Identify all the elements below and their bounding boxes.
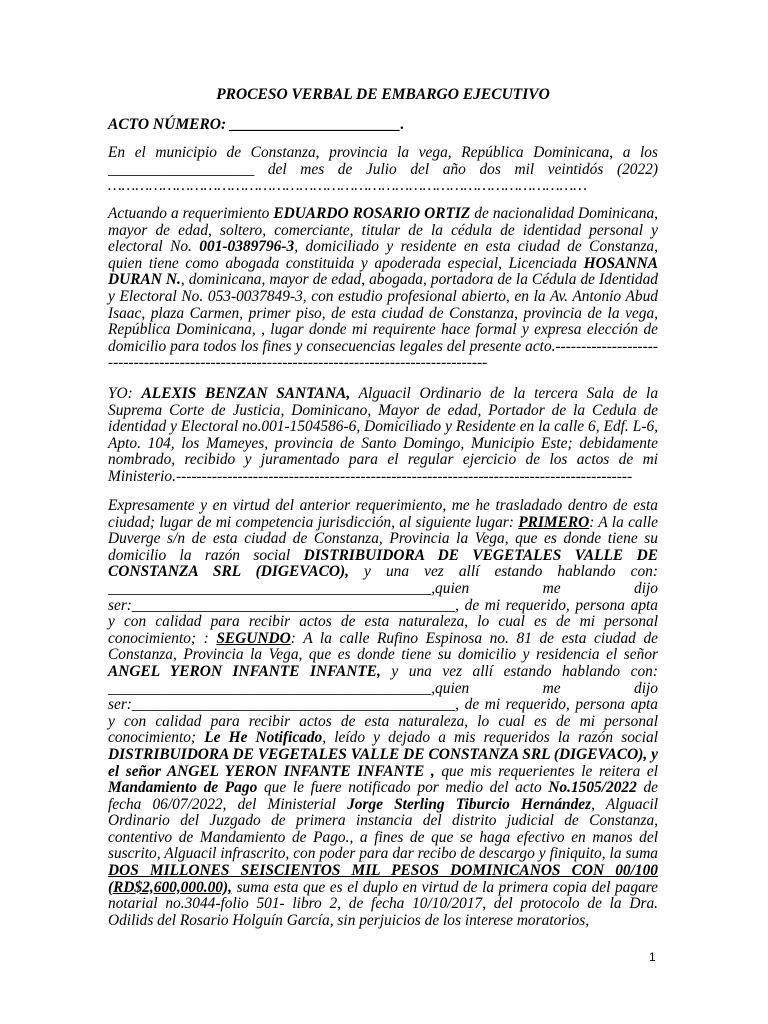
act-number-line: ACTO NÚMERO: ______________________. [108, 116, 405, 133]
lawyer-name: HOSANNA DURAN N. [108, 254, 658, 289]
text-segment: Alguacil Ordinario de la tercera Sala de la Suprema Corte de Justicia, Dominicano, Mayor de edad, Portador de la Cedula de identidad y Electoral no.001-1504586-6, Domiciliado y Residente en la calle 6, Edf. L-6, Apto. 104, los Mameyes, provincia de Santo Domingo, Municipio Este; debidamente nombrado, recibido y juramentado para el regular ejercicio de los actos de mi Ministerio.----------------------------------------------------------------------------------------- [108, 385, 659, 485]
text-segment: y una vez allí estando hablando con: __________________________________________,quien me dijo ser:__________________________________________, de mi requerido, persona apta y con calidad para recibir actos de esta naturaleza, lo cual es de mi personal conocimiento; [108, 662, 658, 747]
company-name: DISTRIBUIDORA DE VEGETALES VALLE DE CONSTANZA SRL (DIGEVACO), [108, 546, 658, 581]
requirer-id-number: 001-0389796-3 [199, 238, 295, 256]
text-segment: , leído y dejado a mis requeridos la razón social [322, 729, 658, 747]
requirer-name: EDUARDO ROSARIO ORTIZ [273, 205, 471, 222]
person-name: ANGEL YERON INFANTE INFANTE, [108, 662, 381, 680]
act-reference: No.1505/2022 [548, 779, 637, 797]
paragraph-notification [108, 498, 658, 929]
first-location-label: PRIMERO [518, 513, 590, 531]
text-segment: suma esta que es el duplo en virtud de la primera copia del pagare notarial no.3044-folio 501- libro 2, de fecha 10/10/2017, del protocolo de la Dra. Odilids del Rosario Holguín García, sin perjuicios de los interese moratorios, [108, 878, 658, 929]
text-segment: que le fuere notificado por medio del acto [257, 779, 549, 797]
text-segment: , domiciliado y residente en esta ciudad de Constanza, quien tiene como abogada constituida y apoderada especial, Licenciada [108, 238, 658, 272]
text-segment: y una vez allí estando hablando con: __________________________________________,quien me dijo ser:__________________________________________, de mi requerido, persona apta y con calidad para recibir actos de esta naturaleza, lo cual es de mi personal conocimiento; : [108, 563, 658, 647]
text-segment: , dominicana, mayor de edad, abogada, portadora de la Cédula de Identidad y Electoral No. 053-0037849-3, con estudio profesional abierto, en la Av. Antonio Abud Isaac, plaza Carmen, primer piso, de esta ciudad de Constanza, provincia de la vega, República Dominicana, , lugar donde mi requirente hace formal y expresa elección de domicilio para todos los fines y consecuencias legales del presente acto.---------------------------------------------------------------------------------------------- [108, 271, 658, 372]
ministerial-name: Jorge Sterling Tiburcio Hernández [347, 795, 592, 813]
second-location-label: SEGUNDO [216, 629, 291, 647]
amount-text: DOS MILLONES SEISCIENTOS MIL PESOS DOMINICANOS CON 00/100 (RD$2,600,000.00), [108, 862, 658, 896]
text-segment: YO: [108, 385, 142, 402]
paragraph-requirement [108, 206, 658, 372]
paragraph-bailiff [108, 386, 658, 486]
text-segment: , Alguacil Ordinario del Juzgado de primera instancia del distrito judicial de Constanza, contentivo de Mandamiento de Pago., a fines de que se haga efectivo en manos del suscrito, Alguacil infrascrito, con poder para dar recibo de descargo y finiquito, la suma [108, 795, 658, 863]
page-number: 1 [649, 950, 656, 964]
paragraph-text: En el municipio de Constanza, provincia la vega, República Dominicana, a los ___________________ del mes de Julio del año dos mil veintidós (2022) …………………………………………………………………………………………… [108, 144, 658, 195]
text-segment: que mis requerientes le reitera el [434, 762, 658, 780]
payment-order-label: Mandamiento de Pago [108, 779, 258, 797]
bailiff-name: ALEXIS BENZAN SANTANA, [141, 385, 351, 402]
notified-label: Le He Notificado [204, 729, 323, 747]
text-segment: : A la calle Rufino Espinosa no. 81 de esta ciudad de Constanza, Provincia la Vega, que es donde tiene su domicilio y residencia el señor [108, 629, 659, 664]
document-title: PROCESO VERBAL DE EMBARGO EJECUTIVO [216, 86, 550, 103]
notified-parties: DISTRIBUIDORA DE VEGETALES VALLE DE CONSTANZA SRL (DIGEVACO), y el señor ANGEL YERON INFANTE INFANTE , [108, 745, 658, 780]
paragraph-location-date [108, 145, 658, 195]
text-segment: de fecha 06/07/2022, del Ministerial [108, 779, 658, 813]
text-segment: de nacionalidad Dominicana, mayor de edad, soltero, comerciante, titular de la cédula de identidad personal y electoral No. [108, 205, 658, 256]
text-segment: : A la calle Duverge s/n de esta ciudad de Constanza, Provincia la Vega, que es donde tiene su domicilio la razón social [108, 513, 658, 564]
text-segment: Actuando a requerimiento [108, 205, 274, 222]
text-segment: Expresamente y en virtud del anterior requerimiento, me he trasladado dentro de esta ciudad; lugar de mi competencia jurisdicción, al siguiente lugar: [108, 497, 658, 531]
